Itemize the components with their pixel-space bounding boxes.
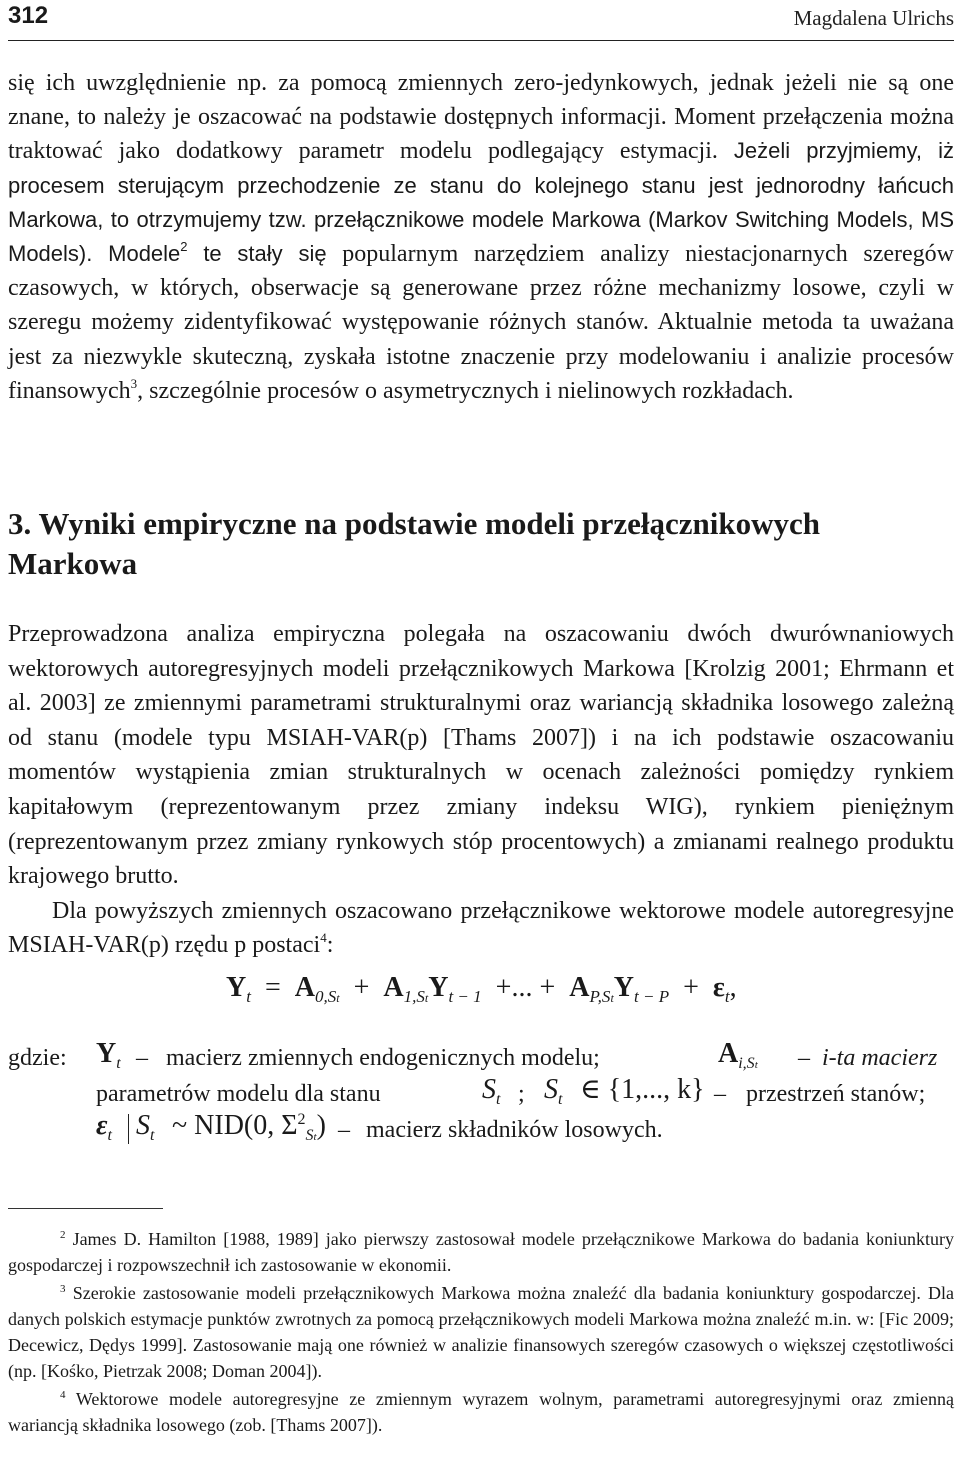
- eq-subscript: t: [150, 1127, 155, 1144]
- eq-subscript: t: [246, 987, 251, 1006]
- definition-text: i-ta macierz: [822, 1045, 938, 1071]
- eq-subscript: P,S: [589, 987, 611, 1006]
- eq-symbol: Y: [226, 972, 247, 1003]
- footnote-number: 2: [60, 1229, 66, 1241]
- eq-symbol: ): [316, 1110, 326, 1141]
- intro-text: [8, 66, 954, 408]
- eq-symbol: ,: [729, 972, 737, 1003]
- text-run: , szczególnie procesów o asymetrycznych i nielinowych rozkładach.: [137, 377, 794, 404]
- dash: –: [338, 1117, 350, 1143]
- eq-subscript: t: [724, 987, 730, 1006]
- eq-symbol: A: [294, 972, 315, 1003]
- eq-symbol: A: [383, 972, 404, 1003]
- footnote-ref[interactable]: 4: [320, 930, 327, 946]
- eq-subscript: 0,S: [315, 987, 337, 1006]
- eq-symbol: A: [718, 1038, 739, 1069]
- eq-symbol: A: [569, 972, 590, 1003]
- footnote-text: James D. Hamilton [1988, 1989] jako pierwszy zastosował modele przełącznikowe Markowa do badania koniunktury gospodarczej i rozpowszechnił ich zastosowanie w ekonomii.: [8, 1229, 954, 1275]
- definition-text: przestrzeń stanów;: [746, 1081, 926, 1107]
- eq-symbol: S: [136, 1110, 150, 1141]
- footnote: [8, 1386, 954, 1438]
- eq-symbol: =: [264, 972, 281, 1003]
- footnotes: [8, 1226, 954, 1440]
- dash: –: [136, 1045, 148, 1071]
- eq-subscript: [306, 1127, 317, 1144]
- dash: –: [798, 1045, 810, 1071]
- eq-symbol: +: [353, 972, 370, 1003]
- eq-subscript: t: [496, 1091, 501, 1108]
- eq-subscript: t: [558, 1091, 563, 1108]
- eq-symbol: S: [544, 1074, 558, 1105]
- eq-symbol: Y: [96, 1038, 117, 1069]
- eq-subscript: t: [424, 991, 429, 1005]
- eq-symbol: [718, 1036, 758, 1072]
- eq-subscript: t: [116, 1055, 121, 1072]
- text-run: Aktualnie metoda ta uważana jest za niezwykle skuteczną, zyskała istotne znaczenie przy modelowaniu i analizie procesów finansowych: [8, 309, 954, 404]
- eq-subscript: t: [754, 1059, 758, 1071]
- eq-subscript: i,S: [738, 1055, 755, 1072]
- footnote-ref[interactable]: 3: [130, 375, 138, 391]
- eq-subscript: [315, 987, 340, 1006]
- footnote-text: Wektorowe modele autoregresyjne ze zmiennym wyrazem wolnym, parametrami autoregresyjnymi oraz zmienną wariancją składnika losowego (zob. [Thams 2007]).: [8, 1389, 954, 1435]
- eq-symbol: Y: [428, 972, 449, 1003]
- text-run: Jeżeli przyjmiemy, iż procesem sterującym przechodzenie ze stanu do kolejnego stanu jest jednorodny łańcuch Markowa, to otrzymujemy tzw. przełącznikowe modele Markowa (Markov Switching Models, MS Models). Modele: [8, 138, 955, 267]
- footnote-text: Szerokie zastosowanie modeli przełącznikowych Markowa można znaleźć dla badania koniunktury gospodarczej. Dla danych polskich estymacje punktów zwrotnych za pomocą przełącznikowych modeli Markowa można znaleźć m.in. w: [Fic 2009; Decewicz, Dędys 1999]. Zastosowanie mają one również w analizie finansowych szeregów czasowych o większej częstotliwości (np. [Kośko, Pietrzak 2008; Doman 2004]).: [8, 1283, 955, 1381]
- eq-subscript: t: [107, 1127, 112, 1144]
- eq-symbol: ~ NID(0, Σ: [172, 1110, 298, 1141]
- eq-symbol: ε: [96, 1110, 108, 1141]
- text-run: się ich uwzględnienie np. za pomocą zmiennych zero-jedynkowych, jednak jeżeli nie są one znane, to należy je oszacować na podstawie dostępnych informacji. Moment przełączenia można traktować jako dodatkowy parametr modelu podlegający estymacji.: [8, 70, 954, 165]
- dash: –: [714, 1081, 726, 1107]
- footnote-ref[interactable]: 2: [180, 239, 188, 255]
- eq-symbol: +: [683, 972, 699, 1003]
- eq-symbol: [136, 1108, 154, 1144]
- eq-subscript: [738, 1055, 758, 1072]
- text-run: :: [326, 932, 334, 959]
- section-heading: 3. Wyniki empiryczne na podstawie modeli przełącznikowych Markowa: [8, 506, 821, 581]
- eq-subscript: 1,S: [403, 987, 425, 1006]
- page-number: 312: [8, 2, 49, 29]
- text-run: te stały się: [203, 241, 327, 267]
- running-header: [8, 0, 954, 41]
- footnote-separator: [8, 1208, 163, 1209]
- symbol-definitions: [8, 1040, 954, 1148]
- eq-distribution: [172, 1108, 326, 1144]
- text-run: Dla powyższych zmiennych oszacowano przełącznikowe wektorowe modele autoregresyjne MSIAH-VAR(p) rzędu p postaci: [8, 897, 954, 959]
- eq-subscript: t: [610, 991, 614, 1005]
- definition-text: macierz zmiennych endogenicznych modelu;: [166, 1045, 600, 1071]
- definition-text: parametrów modelu dla stanu: [96, 1081, 381, 1107]
- definition-text: macierz składników losowych.: [366, 1117, 663, 1143]
- running-author: Magdalena Ulrichs: [793, 6, 954, 30]
- section-text: [8, 617, 954, 963]
- definition-line: [8, 1076, 954, 1112]
- eq-subscript: t − 1: [448, 987, 482, 1006]
- eq-symbol: +... +: [495, 972, 556, 1003]
- footnote-number: 4: [60, 1389, 66, 1401]
- eq-symbol: S: [482, 1074, 496, 1105]
- paragraph: [8, 66, 954, 408]
- footnote: [8, 1280, 954, 1384]
- footnote: [8, 1226, 954, 1278]
- text-run: popularnym narzędziem analizy niestacjonarnych szeregów czasowych, w których, obserwacje są generowane przez różne mechanizmy losowe, czyli w szeregu możemy zidentyfikować występowanie różnych stanów.: [8, 241, 954, 336]
- eq-subscript: t: [313, 1131, 317, 1143]
- eq-symbol: ε: [712, 972, 725, 1003]
- definition-line: [8, 1040, 954, 1076]
- footnote-number: 3: [60, 1283, 66, 1295]
- eq-set: ∈ {1,..., k}: [580, 1074, 705, 1105]
- conditional-bar: [128, 1114, 129, 1144]
- punct: ;: [518, 1081, 525, 1107]
- model-equation: [226, 972, 737, 1004]
- paragraph: [8, 894, 954, 963]
- eq-subscript: S: [305, 1127, 314, 1144]
- paragraph: Przeprowadzona analiza empiryczna polegała na oszacowaniu dwóch dwurównaniowych wektorowych autoregresyjnych modeli przełącznikowych Markowa [Krolzig 2001; Ehrmann et al. 2003] ze zmiennymi parametrami strukturalnymi oraz wariancją składnika losowego zależną od stanu (modele typu MSIAH-VAR(p) [Thams 2007]) i na ich podstawie oszacowaniu momentów wystąpienia zmian strukturalnych w ocenach zależności pomiędzy rynkiem kapitałowym (reprezentowanym przez zmiany indeksu WIG), rynkiem pieniężnym (reprezentowanym przez zmiany rynkowych stóp procentowych) a zmianami realnego produktu krajowego brutto.: [8, 621, 954, 890]
- definition-line: [8, 1112, 954, 1148]
- eq-subscript: [404, 987, 429, 1006]
- eq-subscript: t − P: [634, 987, 670, 1006]
- eq-symbol: Y: [613, 972, 635, 1003]
- eq-symbol: [544, 1072, 562, 1108]
- eq-symbol: [96, 1036, 121, 1072]
- eq-subscript: [589, 987, 613, 1006]
- eq-symbol: [96, 1108, 112, 1144]
- gdzie-label: gdzie:: [8, 1045, 67, 1071]
- eq-superscript: 2: [297, 1111, 306, 1128]
- eq-subscript: t: [336, 991, 340, 1005]
- eq-symbol: [482, 1072, 500, 1108]
